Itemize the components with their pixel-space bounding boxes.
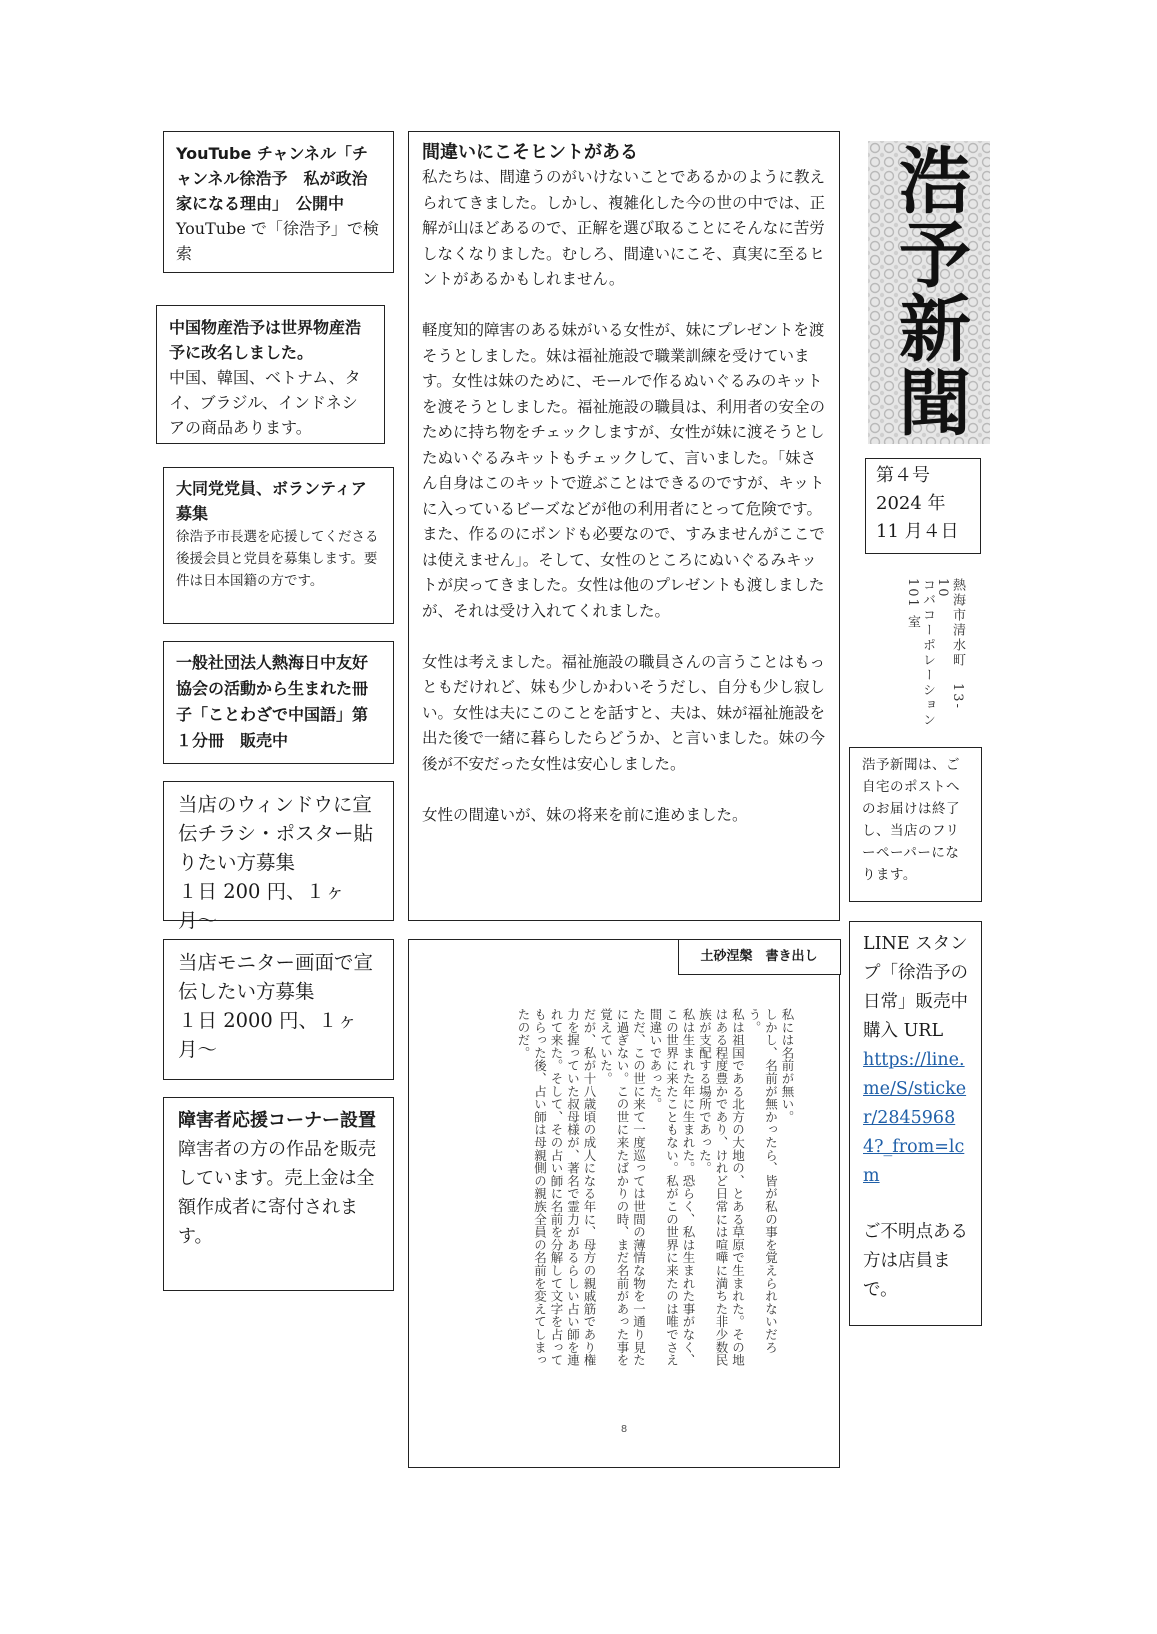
monitor-ad-price: １日 2000 円、１ヶ月〜 [178, 1009, 358, 1061]
disability-ad-body: 障害者の方の作品を販売しています。売上金は全額作成者に寄付されます。 [178, 1139, 376, 1247]
novel-excerpt [408, 939, 840, 1468]
youtube-channel-ad [163, 131, 394, 273]
masthead-title: 浩予新聞 [887, 143, 971, 439]
masthead [868, 141, 990, 444]
volunteer-recruitment-ad [163, 467, 394, 624]
address-line-2: コバコーポレーション 101 室 [905, 578, 935, 728]
window-ad-price: １日 200 円、１ヶ月〜 [178, 880, 345, 932]
disability-ad-title: 障害者応援コーナー設置 [178, 1110, 376, 1131]
delivery-notice [849, 747, 982, 902]
issue-year: 2024 年 [876, 493, 946, 514]
novel-line: 私は生まれた年に生まれた。恐らく、私は生まれた事がなく、この世界に来たこともない。私がこの世界に来たのは唯でさえ間違いであった。 [648, 1008, 696, 1367]
novel-line: しかし、名前が無かったら、皆が私の事を覚えられないだろう。 [747, 1008, 779, 1354]
rename-ad-title: 中国物産浩予は世界物産浩予に改名しました。 [169, 318, 362, 362]
disability-support-ad [163, 1097, 394, 1291]
store-address [905, 578, 965, 728]
article-title: 間違いにこそヒントがある [422, 142, 638, 163]
monitor-ad [163, 939, 394, 1080]
purchase-url-link[interactable]: https://line.me/S/sticker/28459684?_from=lcm [863, 1050, 967, 1186]
novel-title-tag: 土砂涅槃 書き出し [678, 939, 841, 975]
window-ad-text: 当店のウィンドウに宣伝チラシ・ポスター貼りたい方募集 [178, 793, 374, 874]
article-paragraph: 私たちは、間違うのがいけないことであるかのように教えられてきました。しかし、複雑化した今の世の中では、正解が山ほどあるので、正解を選び取ることにそんなに苦労しなくなりました。むしろ、間違いにこそ、真実に至るヒントがあるかもしれません。 [422, 168, 826, 288]
monitor-ad-text: 当店モニター画面で宣伝したい方募集 [178, 951, 374, 1003]
line-stamp-ad [849, 921, 982, 1326]
youtube-ad-body: YouTube で「徐浩予」で検索 [176, 219, 379, 263]
line-stamp-title: LINE スタンプ「徐浩予の日常」販売中 [863, 934, 968, 1012]
window-poster-ad [163, 781, 394, 932]
novel-vertical-text [515, 1008, 796, 1378]
main-article [408, 131, 840, 921]
youtube-ad-title: YouTube チャンネル「チャンネル徐浩予 私が政治家になる理由」 公開中 [176, 144, 368, 213]
address-line-1: 熱海市清水町 13-10 [935, 578, 965, 710]
booklet-sale-ad [163, 641, 394, 764]
notice-text: 浩予新聞は、ご自宅のポストへのお届けは終了し、当店のフリーペーパーになります。 [862, 757, 960, 883]
booklet-ad-title: 一般社団法人熱海日中友好協会の活動から生まれた冊子「ことわざで中国語」第１分冊 販売中 [176, 653, 369, 750]
article-paragraph: 軽度知的障害のある妹がいる女性が、妹にプレゼントを渡そうとしました。妹は福祉施設で職業訓練を受けています。女性は妹のために、モールで作るぬいぐるみのキットを渡そうとしました。福祉施設の職員は、利用者の安全のために持ち物をチェックしますが、女性が妹に渡そうとしたぬいぐるみキットもチェックして、言いました。「妹さん自身はこのキットで遊ぶことはできるのですが、キットに入っているビーズなどが他の利用者にとって危険です。また、作るのにボンドも必要なので、すみませんがここでは使えません」。そして、女性のところにぬいぐるみキットが戻ってきました。女性は他のプレゼントも渡しましたが、それは受け入れてくれました。 [422, 321, 826, 620]
contact-staff-text: ご不明点ある方は店員まで。 [863, 1222, 968, 1300]
issue-date: 11 月４日 [876, 521, 959, 542]
purchase-url-label: 購入 URL [863, 1021, 944, 1041]
novel-line: 私には名前が無い。 [780, 1008, 795, 1124]
rename-notice-ad [156, 305, 385, 444]
novel-line: 私は祖国である北方の大地の、とある草原で生まれた。その地はある程度豊かであり、けれど日常には喧嘩に満ちた非少数民族が支配する場所であった。 [697, 1008, 746, 1367]
novel-line: だが、私が十八歳頃の成人になる年に、母方の親戚筋であり権力を握っていた叔母様が、著名で霊力があるらしい占い師を連れて来た。そして、その占い師に名前を分解して文字を占ってもらった後、占い師は母親側の親族全員の名前を変えてしまったのだ。 [516, 1008, 597, 1367]
article-paragraph: 女性の間違いが、妹の将来を前に進めました。 [422, 805, 748, 824]
issue-info [865, 458, 981, 554]
volunteer-ad-title: 大同党党員、ボランティア募集 [176, 479, 367, 523]
volunteer-ad-body: 徐浩予市長選を応援してくださる後援会員と党員を募集します。要件は日本国籍の方です。 [176, 529, 379, 589]
article-paragraph: 女性は考えました。福祉施設の職員さんの言うことはもっともだけれど、妹も少しかわいそうだし、自分も少し寂しい。女性は夫にこのことを話すと、夫は、妹が福祉施設を出た後で一緒に暮らしたらどうか、と言いました。妹の今後が不安だった女性は安心しました。 [422, 652, 826, 773]
novel-page-number: 8 [620, 1424, 628, 1435]
rename-ad-body: 中国、韓国、ベトナム、タイ、ブラジル、インドネシアの商品あります。 [169, 368, 361, 437]
novel-line: ただ、この世に来て一度巡っては世間の薄情な物を一通り見たに過ぎない。この世に来たばかりの時、まだ名前があった事を覚えていた。 [598, 1008, 647, 1367]
issue-number: 第４号 [876, 465, 930, 486]
